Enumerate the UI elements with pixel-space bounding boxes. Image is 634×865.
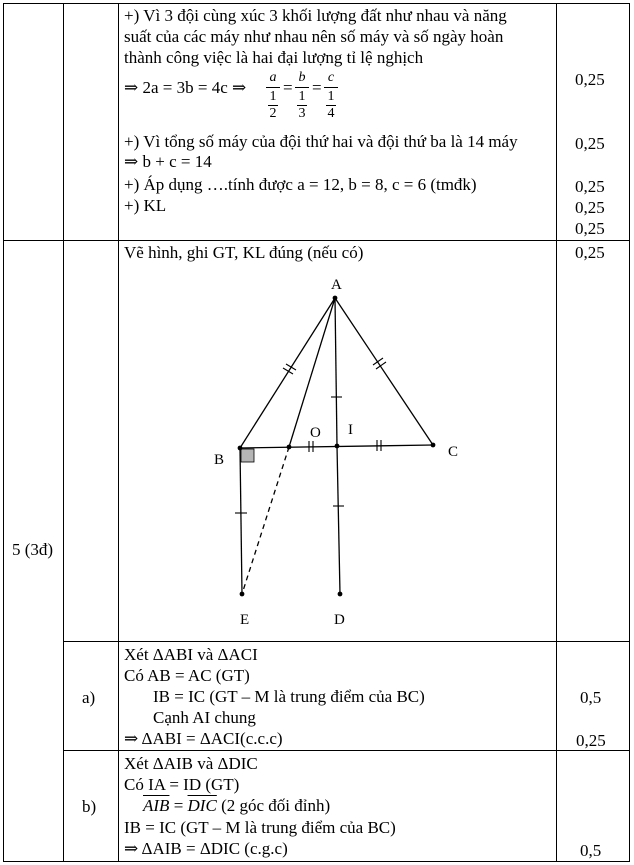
eq-1: = bbox=[283, 78, 293, 97]
fraction-b-num: b bbox=[298, 70, 306, 85]
part-a-line-5: ⇒ ΔABI = ΔACI(c.c.c) bbox=[124, 729, 283, 748]
question-5-label: 5 (3đ) bbox=[12, 540, 54, 559]
part-b-label: b) bbox=[82, 797, 97, 816]
part-b-line-4: IB = IC (GT – M là trung điểm của BC) bbox=[124, 818, 396, 837]
part-b-score-1: 0,5 bbox=[580, 841, 602, 860]
part-a-score-2: 0,25 bbox=[576, 731, 606, 750]
point-label-c: C bbox=[448, 444, 459, 460]
top-score-2: 0,25 bbox=[575, 134, 605, 153]
part-a-line-4: Cạnh AI chung bbox=[153, 708, 256, 727]
top-line-1: +) Vì 3 đội cùng xúc 3 khối lượng đất như nhau và năng bbox=[124, 6, 507, 25]
fraction-b-den-bottom: 3 bbox=[298, 106, 306, 121]
top-score-4: 0,25 bbox=[575, 198, 605, 217]
vertical-angles-note: (2 góc đối đỉnh) bbox=[221, 796, 331, 815]
sum-line-1: +) Vì tổng số máy của đội thứ hai và đội thứ ba là 14 máy bbox=[124, 132, 518, 151]
part-a-label: a) bbox=[82, 688, 96, 707]
part-b-line-2: Có IA = ID (GT) bbox=[124, 775, 240, 794]
point-label-i: I bbox=[348, 422, 353, 438]
fraction-b-den-top: 1 bbox=[298, 89, 306, 104]
apply-line: +) Áp dụng ….tính được a = 12, b = 8, c = 6 (tmđk) bbox=[124, 175, 477, 194]
figure-caption: Vẽ hình, ghi GT, KL đúng (nếu có) bbox=[124, 243, 364, 262]
point-label-e: E bbox=[240, 612, 250, 628]
angle-dic: $\overline{DIC}$ bbox=[187, 796, 217, 815]
part-a-line-3: IB = IC (GT – M là trung điểm của BC) bbox=[153, 687, 425, 706]
part-a-score-1: 0,5 bbox=[580, 688, 602, 707]
part-a-line-2: Có AB = AC (GT) bbox=[124, 666, 250, 685]
fraction-c-den-bottom: 4 bbox=[327, 106, 335, 121]
angle-eq: = bbox=[173, 796, 184, 815]
point-label-o: O bbox=[310, 425, 321, 441]
fraction-a-den-top: 1 bbox=[269, 89, 277, 104]
figure-score: 0,25 bbox=[575, 243, 605, 262]
fraction-a-den-bottom: 2 bbox=[269, 106, 277, 121]
top-line-2: suất của các máy như nhau nên số máy và số ngày hoàn bbox=[124, 27, 504, 46]
part-b-angle-line bbox=[143, 796, 330, 816]
part-a-line-1: Xét ΔABI và ΔACI bbox=[124, 645, 258, 664]
point-label-a: A bbox=[331, 277, 342, 293]
point-label-b: B bbox=[214, 452, 225, 468]
top-score-5: 0,25 bbox=[575, 219, 605, 238]
top-score-1: 0,25 bbox=[575, 70, 605, 89]
part-b-line-1: Xét ΔAIB và ΔDIC bbox=[124, 754, 258, 773]
top-line-3: thành công việc là hai đại lượng tỉ lệ nghịch bbox=[124, 48, 424, 67]
sum-line-2: ⇒ b + c = 14 bbox=[124, 152, 212, 171]
conclusion-line: +) KL bbox=[124, 196, 167, 215]
part-b-line-5: ⇒ ΔAIB = ΔDIC (c.g.c) bbox=[124, 839, 288, 858]
top-score-3: 0,25 bbox=[575, 177, 605, 196]
fraction-a-num: a bbox=[269, 70, 277, 85]
proportion-formula: ⇒ 2a = 3b = 4c ⇒ bbox=[124, 78, 247, 97]
fraction-c-num: c bbox=[327, 70, 335, 85]
fraction-c-den-top: 1 bbox=[327, 89, 335, 104]
angle-aib: $\overline{AIB}$ bbox=[143, 796, 170, 815]
point-label-d: D bbox=[334, 612, 345, 628]
eq-2: = bbox=[312, 78, 322, 97]
